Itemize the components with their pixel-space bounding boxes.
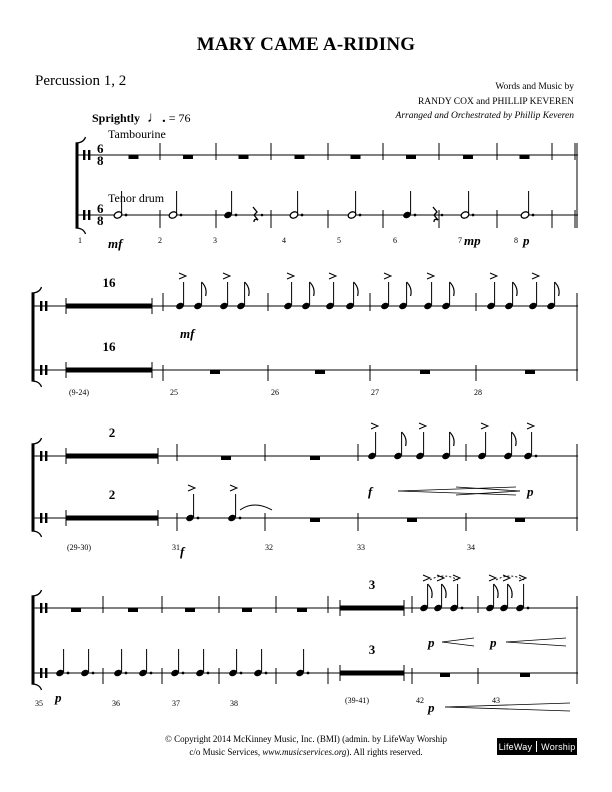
crescendo — [506, 642, 566, 646]
accent — [527, 423, 534, 429]
percussion-clef — [88, 210, 90, 220]
dynamic-p: p — [428, 635, 435, 650]
eighth-flag — [450, 432, 455, 446]
music-services-link[interactable]: www.musicservices.org — [262, 746, 347, 757]
measure-number: 34 — [467, 543, 475, 552]
crescendo — [398, 491, 516, 495]
percussion-clef — [45, 451, 47, 461]
dot — [461, 607, 464, 610]
crescendo — [445, 703, 570, 707]
eighth-flag — [555, 282, 560, 296]
multirest-bar — [66, 454, 158, 459]
whole-rest — [210, 370, 220, 374]
measure-number: 3 — [213, 236, 217, 245]
eighth-flag — [428, 584, 433, 598]
dot — [359, 214, 362, 217]
logo-left: LifeWay — [498, 741, 533, 752]
percussion-clef — [40, 513, 42, 523]
percussion-clef — [40, 603, 42, 613]
dynamic-mf: mf — [108, 236, 123, 251]
whole-rest — [129, 155, 139, 159]
percussion-clef — [45, 603, 47, 613]
percussion-clef — [83, 210, 85, 220]
measure-number: 32 — [265, 543, 273, 552]
bracket-top — [76, 137, 86, 143]
whole-rest — [420, 370, 430, 374]
accent — [179, 273, 186, 279]
part-name: Percussion 1, 2 — [35, 73, 127, 89]
bracket-top — [32, 287, 42, 293]
accent — [287, 273, 294, 279]
whole-rest — [315, 370, 325, 374]
percussion-clef — [40, 668, 42, 678]
accent — [230, 485, 237, 491]
dot — [125, 672, 128, 675]
percussion-clef — [83, 150, 85, 160]
whole-rest — [297, 608, 307, 612]
accent — [419, 423, 426, 429]
accent — [384, 273, 391, 279]
measure-number: 36 — [112, 699, 120, 708]
dot — [180, 214, 183, 217]
measure-number: 33 — [357, 543, 365, 552]
accent — [489, 575, 496, 581]
whole-rest — [295, 155, 305, 159]
measure-number: 42 — [416, 696, 424, 705]
dynamic-mp: mp — [464, 233, 481, 248]
words-music-label: Words and Music by — [495, 82, 574, 92]
crescendo — [506, 638, 566, 642]
measure-number: 6 — [393, 236, 397, 245]
dynamic-f: f — [368, 484, 373, 499]
time-sig-top: 6 — [97, 141, 104, 156]
percussion-clef — [40, 301, 42, 311]
dot — [235, 214, 238, 217]
dot — [414, 214, 417, 217]
whole-rest — [221, 456, 231, 460]
measure-number: 4 — [282, 236, 286, 245]
whole-rest — [310, 518, 320, 522]
crescendo — [442, 642, 474, 646]
measure-number: 5 — [337, 236, 341, 245]
measure-number: 26 — [271, 388, 279, 397]
time-sig-bottom: 8 — [97, 153, 104, 168]
accent — [223, 273, 230, 279]
metronome-value: = 76 — [168, 111, 191, 125]
multirest-count: 3 — [368, 642, 376, 657]
dot — [150, 672, 153, 675]
dot — [532, 214, 535, 217]
copyright-suffix: ). All rights reserved. — [346, 746, 423, 757]
copyright-prefix: c/o Music Services, — [189, 746, 263, 757]
measure-number: (9-24) — [69, 388, 89, 397]
lifeway-worship-logo — [497, 738, 577, 755]
whole-rest — [71, 608, 81, 612]
dot — [125, 214, 128, 217]
dot — [261, 214, 264, 217]
multirest-count: 2 — [108, 487, 116, 502]
eighth-flag — [442, 584, 447, 598]
time-sig-top: 6 — [97, 201, 104, 216]
multirest-bar — [340, 671, 404, 676]
eighth-flag — [508, 584, 512, 598]
dynamic-f: f — [180, 544, 185, 559]
multirest-bar — [340, 606, 404, 611]
measure-number: 31 — [172, 543, 180, 552]
eighth-flag — [310, 282, 315, 296]
dot — [527, 607, 530, 610]
whole-rest — [310, 456, 320, 460]
dot — [301, 214, 304, 217]
eighth-flag — [245, 282, 250, 296]
multirest-bar — [66, 304, 152, 309]
accent — [481, 423, 488, 429]
percussion-clef — [40, 451, 42, 461]
eighth-flag — [494, 584, 499, 598]
bracket-bottom — [32, 684, 42, 690]
percussion-clef — [45, 513, 47, 523]
eighth-flag — [402, 432, 407, 446]
percussion-clef — [45, 301, 47, 311]
dot — [307, 672, 310, 675]
measure-number: 28 — [474, 388, 482, 397]
dynamic-mf: mf — [180, 326, 195, 341]
arranger: Arranged and Orchestrated by Phillip Keveren — [395, 111, 574, 121]
whole-rest — [440, 673, 450, 677]
whole-rest — [525, 370, 535, 374]
measure-number: (39-41) — [345, 696, 369, 705]
bracket-bottom — [32, 381, 42, 387]
measure-number: 1 — [78, 236, 82, 245]
whole-rest — [406, 155, 416, 159]
eighth-flag — [202, 282, 207, 296]
whole-rest — [185, 608, 195, 612]
measure-number: 43 — [492, 696, 500, 705]
crescendo — [442, 638, 474, 642]
whole-rest — [407, 518, 417, 522]
multirest-count: 2 — [108, 425, 116, 440]
dot — [67, 672, 70, 675]
dot — [441, 214, 444, 217]
measure-number: 38 — [230, 699, 238, 708]
multirest-count: 16 — [102, 275, 116, 290]
bracket-bottom — [76, 228, 86, 234]
instrument-tambourine: Tambourine — [108, 127, 166, 141]
measure-number: 35 — [35, 699, 43, 708]
page-title: MARY CAME A-RIDING — [196, 34, 416, 55]
dot — [92, 672, 95, 675]
measure-number: 25 — [170, 388, 178, 397]
bracket-top — [32, 590, 42, 596]
dot — [182, 672, 185, 675]
percussion-clef — [88, 150, 90, 160]
whole-rest — [515, 518, 525, 522]
composers: RANDY COX and PHILLIP KEVEREN — [417, 96, 574, 107]
eighth-flag — [354, 282, 359, 296]
accent — [188, 485, 195, 491]
multirest-count: 16 — [102, 339, 116, 354]
logo-right: Worship — [541, 741, 576, 752]
dynamic-p: p — [523, 233, 530, 248]
measure-number: 37 — [172, 699, 180, 708]
eighth-flag — [407, 282, 412, 296]
accent — [490, 273, 497, 279]
dynamic-p: p — [490, 635, 497, 650]
whole-rest — [128, 608, 138, 612]
crescendo — [445, 707, 570, 711]
multirest-count: 3 — [368, 577, 376, 592]
multirest-bar — [66, 368, 152, 373]
accent — [427, 273, 434, 279]
tempo-word: Sprightly — [92, 111, 141, 125]
whole-rest — [520, 673, 530, 677]
dynamic-p: p — [55, 690, 62, 705]
eighth-flag — [513, 282, 518, 296]
accent — [423, 575, 430, 581]
measure-number: 7 — [458, 236, 462, 245]
bracket-bottom — [32, 531, 42, 537]
measure-number: 2 — [158, 236, 162, 245]
tie — [240, 505, 272, 510]
eighth-flag — [450, 282, 455, 296]
percussion-clef — [45, 668, 47, 678]
accent — [329, 273, 336, 279]
dynamic-p: p — [527, 484, 534, 499]
dot — [197, 517, 200, 520]
dot — [207, 672, 210, 675]
copyright-line-1: © Copyright 2014 McKinney Music, Inc. (BMI) (admin. by LifeWay Worship — [165, 734, 447, 744]
dot — [472, 214, 475, 217]
whole-rest — [242, 608, 252, 612]
eighth-flag — [512, 432, 516, 446]
instrument-tenor-drum: Tenor drum — [108, 191, 165, 205]
measure-number: (29-30) — [67, 543, 91, 552]
whole-rest — [351, 155, 361, 159]
whole-rest — [239, 155, 249, 159]
bracket-top — [32, 438, 42, 444]
dot — [240, 672, 243, 675]
crescendo — [398, 487, 516, 491]
percussion-clef — [40, 365, 42, 375]
dotted-quarter-note-icon: ♩. — [147, 110, 166, 126]
time-sig-bottom: 8 — [97, 213, 104, 228]
accent — [532, 273, 539, 279]
whole-rest — [463, 155, 473, 159]
dot — [265, 672, 268, 675]
whole-rest — [183, 155, 193, 159]
dot — [239, 517, 242, 520]
multirest-bar — [66, 516, 158, 521]
accent — [371, 423, 378, 429]
dynamic-p: p — [428, 700, 435, 715]
measure-number: 8 — [514, 236, 518, 245]
whole-rest — [520, 155, 530, 159]
measure-number: 27 — [371, 388, 379, 397]
percussion-clef — [45, 365, 47, 375]
dot — [535, 455, 538, 458]
